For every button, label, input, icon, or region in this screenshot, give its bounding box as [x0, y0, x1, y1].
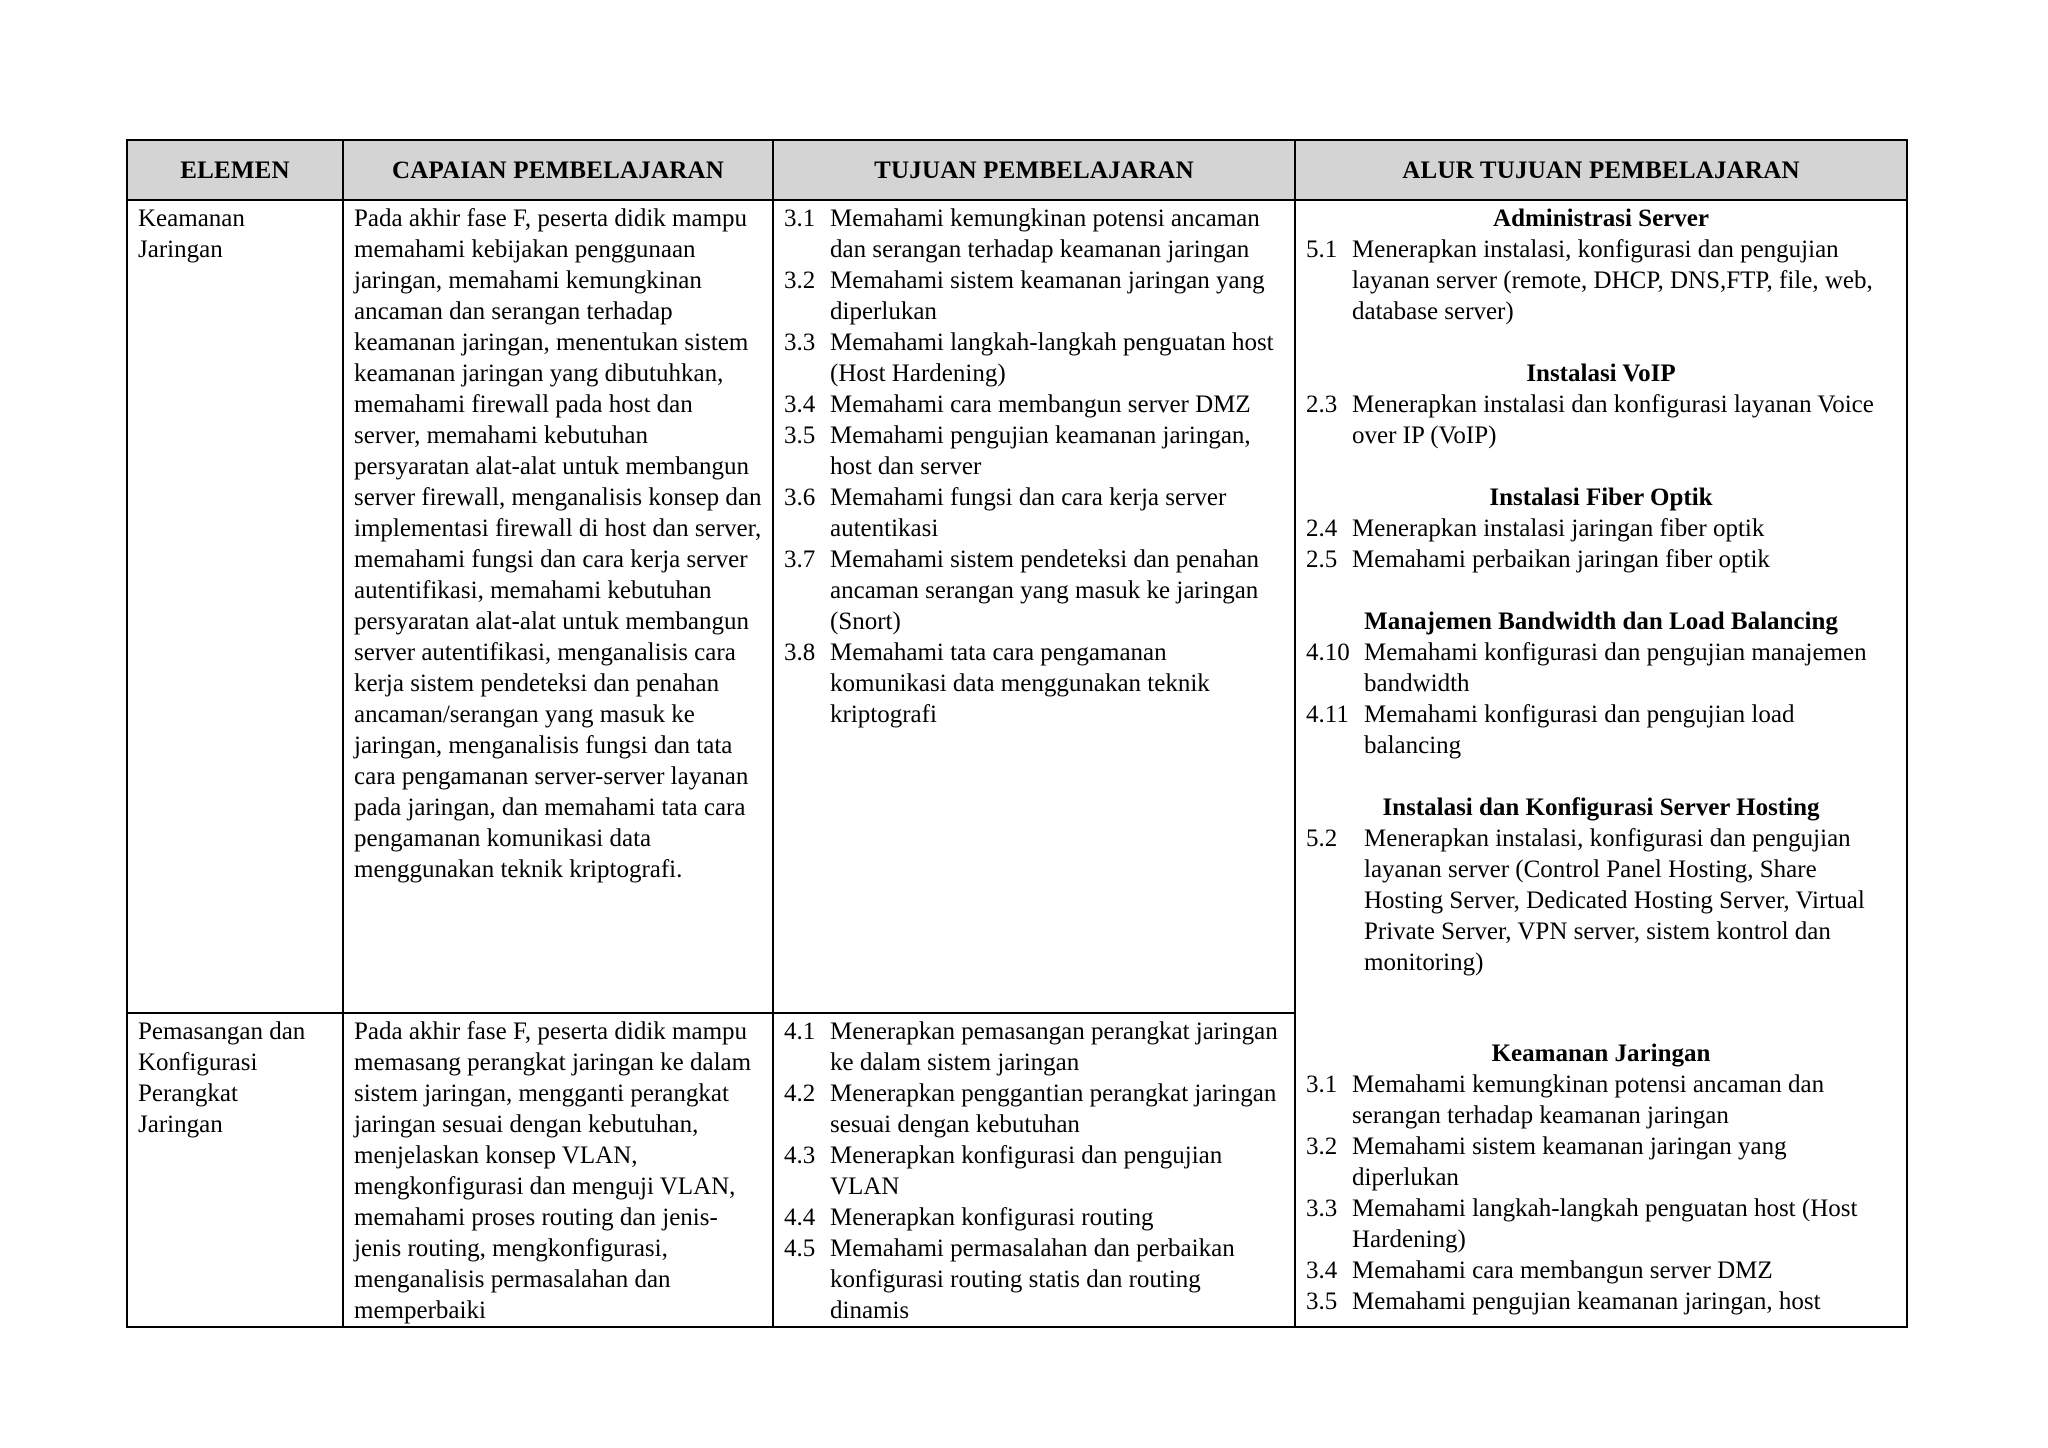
list-item: 3.3 Memahami langkah-langkah penguatan host (Host Hardening) [1306, 1195, 1858, 1253]
list-item: 3.7 Memahami sistem pendeteksi dan penahan ancaman serangan yang masuk ke jaringan (Snort) [784, 546, 1260, 635]
section-title-hosting: Instalasi dan Konfigurasi Server Hosting [1382, 794, 1820, 821]
list-item: 3.4 Memahami cara membangun server DMZ [784, 391, 1251, 418]
alur-list-keamanan [1306, 1069, 1896, 1317]
list-item: 3.4 Memahami cara membangun server DMZ [1306, 1257, 1773, 1284]
tujuan-list [784, 1016, 1284, 1326]
elemen-cell [127, 200, 343, 1013]
table-row [127, 200, 1907, 1013]
list-item: 4.5 Memahami permasalahan dan perbaikan konfigurasi routing statis dan routing dinamis [784, 1235, 1235, 1324]
header-alur: ALUR TUJUAN PEMBELAJARAN [1295, 140, 1907, 200]
list-item: 5.2 Menerapkan instalasi, konfigurasi dan pengujian layanan server (Control Panel Hosting, Share Hosting Server, Dedicated Hosting Server, Virtual Private Server, VPN server, sistem kontrol dan monitoring) [1306, 825, 1865, 976]
list-item: 3.5 Memahami pengujian keamanan jaringan, host dan server [784, 422, 1251, 480]
list-item: 3.8 Memahami tata cara pengamanan komunikasi data menggunakan teknik kriptografi [784, 639, 1210, 728]
alur-list-administrasi [1306, 234, 1896, 327]
header-elemen: ELEMEN [127, 140, 343, 200]
list-item: 3.2 Memahami sistem keamanan jaringan yang diperlukan [1306, 1133, 1787, 1191]
tujuan-list [784, 203, 1284, 730]
list-item: 4.1 Menerapkan pemasangan perangkat jaringan ke dalam sistem jaringan [784, 1018, 1278, 1076]
alur-list-hosting [1306, 823, 1896, 978]
list-item: 3.6 Memahami fungsi dan cara kerja server autentikasi [784, 484, 1227, 542]
list-item: 2.4 Menerapkan instalasi jaringan fiber optik [1306, 515, 1765, 542]
list-item: 3.1 Memahami kemungkinan potensi ancaman dan serangan terhadap keamanan jaringan [784, 205, 1260, 263]
section-title-fiber: Instalasi Fiber Optik [1489, 484, 1713, 511]
capaian-cell [343, 1013, 773, 1327]
list-item: 2.3 Menerapkan instalasi dan konfigurasi layanan Voice over IP (VoIP) [1306, 391, 1874, 449]
list-item: 4.4 Menerapkan konfigurasi routing [784, 1204, 1154, 1231]
list-item: 4.3 Menerapkan konfigurasi dan pengujian VLAN [784, 1142, 1223, 1200]
alur-list-bandwidth [1306, 637, 1896, 761]
elemen-text: Keamanan Jaringan [138, 205, 245, 263]
curriculum-table [126, 139, 1908, 1328]
header-tujuan: TUJUAN PEMBELAJARAN [773, 140, 1295, 200]
section-title-bandwidth: Manajemen Bandwidth dan Load Balancing [1364, 608, 1838, 635]
elemen-text: Pemasangan dan Konfigurasi Perangkat Jaringan [138, 1018, 306, 1138]
list-item: 2.5 Memahami perbaikan jaringan fiber optik [1306, 546, 1770, 573]
list-item: 4.11 Memahami konfigurasi dan pengujian load balancing [1306, 701, 1795, 759]
section-title-administrasi: Administrasi Server [1493, 205, 1709, 232]
capaian-text: Pada akhir fase F, peserta didik mampu memahami kebijakan penggunaan jaringan, memahami kemungkinan ancaman dan serangan terhadap keamanan jaringan, menentukan sistem keamanan jaringan yang dibutuhkan, memahami firewall pada host dan server, memahami kebutuhan persyaratan alat-alat untuk membangun server firewall, menganalisis konsep dan implementasi firewall di host dan server, memahami fungsi dan cara kerja server autentifikasi, memahami kebutuhan persyaratan alat-alat untuk membangun server autentifikasi, menganalisis cara kerja sistem pendeteksi dan penahan ancaman/serangan yang masuk ke jaringan, menganalisis fungsi dan tata cara pengamanan server-server layanan pada jaringan, dan memahami tata cara pengamanan komunikasi data menggunakan teknik kriptografi. [354, 205, 762, 883]
header-row [127, 140, 1907, 200]
elemen-cell [127, 1013, 343, 1327]
alur-list-fiber [1306, 513, 1896, 575]
list-item: 3.5 Memahami pengujian keamanan jaringan, host [1306, 1288, 1821, 1315]
list-item: 3.1 Memahami kemungkinan potensi ancaman dan serangan terhadap keamanan jaringan [1306, 1071, 1825, 1129]
tujuan-cell [773, 1013, 1295, 1327]
list-item: 3.3 Memahami langkah-langkah penguatan host (Host Hardening) [784, 329, 1274, 387]
alur-list-voip [1306, 389, 1896, 451]
header-capaian: CAPAIAN PEMBELAJARAN [343, 140, 773, 200]
capaian-text: Pada akhir fase F, peserta didik mampu memasang perangkat jaringan ke dalam sistem jaringan, mengganti perangkat jaringan sesuai dengan kebutuhan, menjelaskan konsep VLAN, mengkonfigurasi dan menguji VLAN, memahami proses routing dan jenis-jenis routing, mengkonfigurasi, menganalisis permasalahan dan memperbaiki [354, 1018, 752, 1324]
list-item: 3.2 Memahami sistem keamanan jaringan yang diperlukan [784, 267, 1265, 325]
list-item: 4.2 Menerapkan penggantian perangkat jaringan sesuai dengan kebutuhan [784, 1080, 1277, 1138]
list-item: 4.10 Memahami konfigurasi dan pengujian manajemen bandwidth [1306, 639, 1867, 697]
capaian-cell [343, 200, 773, 1013]
section-title-voip: Instalasi VoIP [1526, 360, 1676, 387]
alur-cell [1295, 200, 1907, 1327]
list-item: 5.1 Menerapkan instalasi, konfigurasi dan pengujian layanan server (remote, DHCP, DNS,FTP, file, web, database server) [1306, 236, 1873, 325]
section-title-keamanan: Keamanan Jaringan [1491, 1040, 1711, 1067]
tujuan-cell [773, 200, 1295, 1013]
